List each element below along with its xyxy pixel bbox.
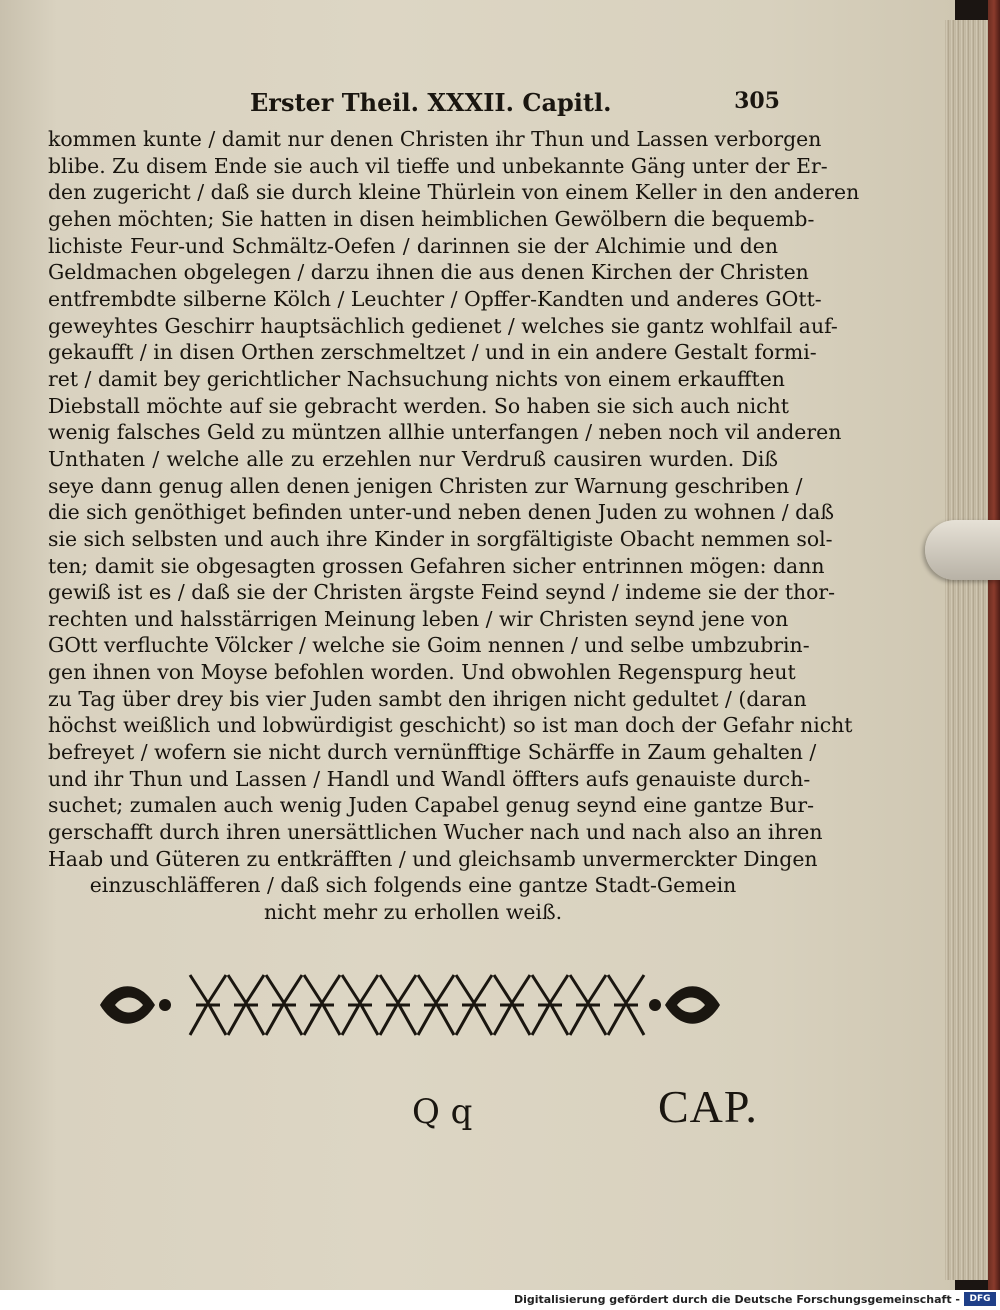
ornament-motif <box>418 975 454 1035</box>
text-line: gen ihnen von Moyse befohlen worden. Und obwohlen Regenspurg heut <box>48 660 796 685</box>
dfg-logo: DFG <box>964 1292 996 1306</box>
running-header <box>250 88 780 124</box>
ornament-motif <box>228 975 264 1035</box>
ornament-motif <box>304 975 340 1035</box>
ornament-motif <box>190 975 226 1035</box>
ornament-motif <box>342 975 378 1035</box>
page-edges <box>945 20 990 1280</box>
book-cover-edge <box>988 0 1000 1290</box>
text-line: gewiß ist es / daß sie der Christen ärgste Feind seynd / indeme sie der thor- <box>48 580 836 605</box>
text-line: GOtt verfluchte Völcker / welche sie Goim nennen / und selbe umbzubrin- <box>48 633 810 658</box>
text-line: lichiste Feur-und Schmältz-Oefen / darinnen sie der Alchimie und den <box>48 233 778 258</box>
text-line: und ihr Thun und Lassen / Handl und Wandl öffters aufs genauiste durch- <box>48 766 811 791</box>
ornament-motif <box>532 975 568 1035</box>
text-line: blibe. Zu disem Ende sie auch vil tieffe und unbekannte Gäng unter der Er- <box>48 153 828 178</box>
text-line: gerschafft durch ihren unersättlichen Wucher nach und nach also an ihren <box>48 820 823 845</box>
footer-credit: Digitalisierung gefördert durch die Deutsche Forschungsgemeinschaft - <box>513 1293 960 1306</box>
text-line: suchet; zumalen auch wenig Juden Capabel genug seynd eine gantze Bur- <box>48 793 814 818</box>
text-line: zu Tag über drey bis vier Juden sambt den ihrigen nicht gedultet / (daran <box>48 686 807 711</box>
ornament-motif <box>456 975 492 1035</box>
text-line: Unthaten / welche alle zu erzehlen nur Verdruß causiren wurden. Diß <box>48 446 778 471</box>
ornament-motif <box>494 975 530 1035</box>
text-line: ret / damit bey gerichtlicher Nachsuchung nichts von einem erkaufften <box>48 366 785 391</box>
text-line: seye dann genug allen denen jenigen Christen zur Warnung geschriben / <box>48 473 803 498</box>
text-line: gekaufft / in disen Orthen zerschmeltzet / und in ein andere Gestalt formi- <box>48 340 817 365</box>
text-line: ten; damit sie obgesagten grossen Gefahren sicher entrinnen mögen: dann <box>48 553 825 578</box>
text-line: geweyhtes Geschirr hauptsächlich gedienet / welches sie gantz wohlfail auf- <box>48 313 838 338</box>
ornament-motif <box>266 975 302 1035</box>
ornament-motif <box>608 975 644 1035</box>
text-line: Geldmachen obgelegen / darzu ihnen die aus denen Kirchen der Christen <box>48 260 809 285</box>
ornament-motif <box>380 975 416 1035</box>
catchword: CAP. <box>658 1081 758 1132</box>
text-line: einzuschläfferen / daß sich folgends eine gantze Stadt-Gemein <box>89 873 737 898</box>
text-line: wenig falsches Geld zu müntzen allhie unterfangen / neben noch vil anderen <box>48 420 842 445</box>
text-line: die sich genöthiget befinden unter-und neben denen Juden zu wohnen / daß <box>48 500 834 525</box>
ornament-motif <box>570 975 606 1035</box>
text-line: höchst weißlich und lobwürdigist geschicht) so ist man doch der Gefahr nicht <box>48 713 853 738</box>
decorative-ornament-band <box>95 965 725 1045</box>
signature-mark: Q q <box>412 1092 473 1132</box>
text-line: den zugericht / daß sie durch kleine Thürlein von einem Keller in den anderen <box>48 180 860 205</box>
text-line: Haab und Güteren zu entkräfften / und gleichsamb unvermerckter Dingen <box>48 846 818 871</box>
footer-bar <box>0 1290 1000 1310</box>
text-line: gehen möchten; Sie hatten in disen heimblichen Gewölbern die bequemb- <box>48 206 815 231</box>
text-line: nicht mehr zu erhollen weiß. <box>263 900 563 925</box>
header-title: Erster Theil. XXXII. Capitl. <box>250 88 612 117</box>
bookmark-clip <box>925 520 1000 580</box>
text-line: entfrembdte silberne Kölch / Leuchter / Opffer-Kandten und anderes GOtt- <box>48 286 822 311</box>
body-text <box>48 126 860 926</box>
text-line: Diebstall möchte auf sie gebracht werden. So haben sie sich auch nicht <box>48 393 789 418</box>
text-line: kommen kunte / damit nur denen Christen ihr Thun und Lassen verborgen <box>48 127 822 151</box>
text-line: befreyet / wofern sie nicht durch vernünfftige Schärffe in Zaum gehalten / <box>48 740 817 765</box>
text-line: rechten und halsstärrigen Meinung leben / wir Christen seynd jene von <box>48 606 789 631</box>
page-number: 305 <box>734 88 780 114</box>
text-line: sie sich selbsten und auch ihre Kinder in sorgfältigiste Obacht nemmen sol- <box>48 526 833 551</box>
